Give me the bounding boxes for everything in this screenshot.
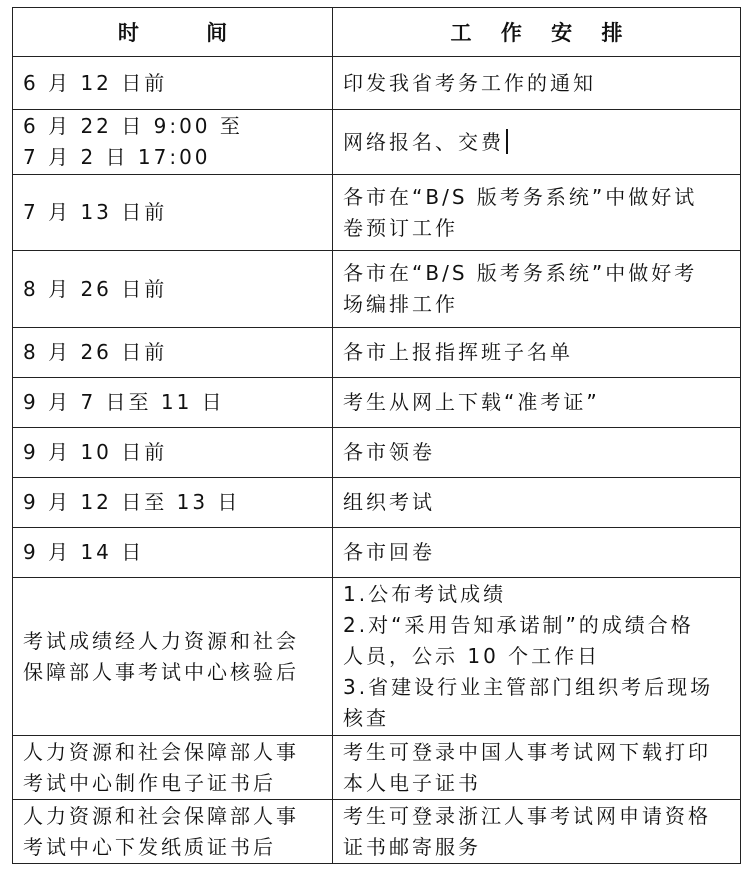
time-text: 9 月 14 日 <box>23 540 145 564</box>
table-row <box>13 578 741 736</box>
header-time: 时 间 <box>13 8 333 57</box>
task-text: 考生从网上下载“准考证” <box>343 390 600 414</box>
time-text: 8 月 26 日前 <box>23 276 168 301</box>
task-text: 1.公布考试成绩 <box>343 582 507 606</box>
time-text: 8 月 26 日前 <box>23 340 168 364</box>
task-text: 各市上报指挥班子名单 <box>343 340 573 364</box>
time-text: 9 月 12 日至 13 日 <box>23 490 241 514</box>
table-row <box>13 378 741 428</box>
time-cell <box>13 800 333 864</box>
time-text: 6 月 12 日前 <box>23 70 168 95</box>
task-text: 本人电子证书 <box>343 770 481 795</box>
time-text: 保障部人事考试中心核验后 <box>23 659 299 684</box>
task-text: 场编排工作 <box>343 292 458 316</box>
task-cell <box>333 478 741 528</box>
task-cell <box>333 800 741 864</box>
task-text: 3.省建设行业主管部门组织考后现场 <box>343 675 714 699</box>
table-row <box>13 328 741 378</box>
task-text: 各市在“B/S 版考务系统”中做好考 <box>343 261 698 285</box>
task-text: 人员，公示 10 个工作日 <box>343 644 601 668</box>
task-text: 卷预订工作 <box>343 215 458 240</box>
table-row <box>13 110 741 175</box>
table-row <box>13 428 741 478</box>
time-cell <box>13 478 333 528</box>
table-row <box>13 57 741 110</box>
task-text: 印发我省考务工作的通知 <box>343 70 596 95</box>
task-text: 组织考试 <box>343 490 435 514</box>
time-cell <box>13 328 333 378</box>
time-text: 考试成绩经人力资源和社会 <box>23 628 299 653</box>
time-text: 6 月 22 日 9:00 至 <box>23 114 243 138</box>
task-cell <box>333 528 741 578</box>
time-text: 考试中心下发纸质证书后 <box>23 834 276 859</box>
time-cell <box>13 578 333 736</box>
header-task: 工 作 安 排 <box>333 8 741 57</box>
task-cell <box>333 378 741 428</box>
time-cell <box>13 528 333 578</box>
task-cell <box>333 175 741 251</box>
time-text: 9 月 10 日前 <box>23 440 168 464</box>
time-cell <box>13 57 333 110</box>
task-text: 考生可登录浙江人事考试网申请资格 <box>343 803 711 828</box>
time-cell <box>13 251 333 328</box>
table-row <box>13 800 741 864</box>
task-cell <box>333 110 741 175</box>
task-text: 考生可登录中国人事考试网下载打印 <box>343 739 711 764</box>
table-row <box>13 175 741 251</box>
time-cell <box>13 110 333 175</box>
time-text: 人力资源和社会保障部人事 <box>23 803 299 828</box>
table-header-row <box>13 8 741 57</box>
table-row <box>13 528 741 578</box>
time-text: 9 月 7 日至 11 日 <box>23 390 225 414</box>
time-cell <box>13 736 333 800</box>
task-text: 2.对“采用告知承诺制”的成绩合格 <box>343 613 694 637</box>
time-cell <box>13 175 333 251</box>
task-cell <box>333 736 741 800</box>
task-cell <box>333 251 741 328</box>
task-text: 各市回卷 <box>343 540 435 564</box>
task-text: 各市领卷 <box>343 440 435 464</box>
table-row <box>13 251 741 328</box>
time-text: 7 月 13 日前 <box>23 200 168 224</box>
task-text: 各市在“B/S 版考务系统”中做好试 <box>343 184 698 209</box>
task-text: 核查 <box>343 706 389 730</box>
time-text: 人力资源和社会保障部人事 <box>23 739 299 764</box>
time-text: 7 月 2 日 17:00 <box>23 145 211 169</box>
task-cell <box>333 578 741 736</box>
task-text: 网络报名、交费 <box>343 129 504 154</box>
exam-schedule-table <box>12 7 741 864</box>
time-cell <box>13 378 333 428</box>
task-text: 证书邮寄服务 <box>343 834 481 859</box>
task-cell <box>333 328 741 378</box>
task-cell <box>333 57 741 110</box>
time-cell <box>13 428 333 478</box>
table-row <box>13 478 741 528</box>
table-row <box>13 736 741 800</box>
time-text: 考试中心制作电子证书后 <box>23 770 276 795</box>
text-cursor <box>506 129 508 154</box>
task-cell <box>333 428 741 478</box>
